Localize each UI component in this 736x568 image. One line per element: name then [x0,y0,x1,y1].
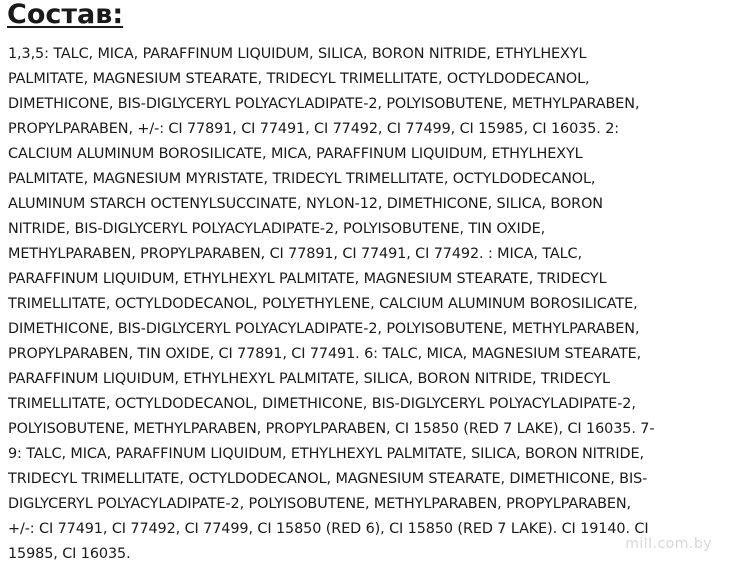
ingredients-text [8,42,732,567]
text-line-20: +/-: CI 77491, CI 77492, CI 77499, CI 15850 (RED 6), CI 15850 (RED 7 LAKE). CI 19140. CI [8,521,649,537]
text-line-19: DIGLYCERYL POLYACYLADIPATE-2, POLYISOBUTENE, METHYLPARABEN, PROPYLPARABEN, [8,496,632,512]
text-line-10: PARAFFINUM LIQUIDUM, ETHYLHEXYL PALMITATE, MAGNESIUM STEARATE, TRIDECYL [8,271,607,287]
text-line-14: PARAFFINUM LIQUIDUM, ETHYLHEXYL PALMITATE, SILICA, BORON NITRIDE, TRIDECYL [8,371,610,387]
text-line-7: ALUMINUM STARCH OCTENYLSUCCINATE, NYLON-12, DIMETHICONE, SILICA, BORON [8,196,603,212]
text-line-2: PALMITATE, MAGNESIUM STEARATE, TRIDECYL TRIMELLITATE, OCTYLDODECANOL, [8,71,590,87]
text-line-8: NITRIDE, BIS-DIGLYCERYL POLYACYLADIPATE-2, POLYISOBUTENE, TIN OXIDE, [8,221,546,237]
text-line-5: CALCIUM ALUMINUM BOROSILICATE, MICA, PARAFFINUM LIQUIDUM, ETHYLHEXYL [8,146,583,162]
text-line-16: POLYISOBUTENE, METHYLPARABEN, PROPYLPARABEN, CI 15850 (RED 7 LAKE), CI 16035. 7- [8,421,655,437]
text-line-15: TRIMELLITATE, OCTYLDODECANOL, DIMETHICONE, BIS-DIGLYCERYL POLYACYLADIPATE-2, [8,396,636,412]
page-title: Состав: [7,0,124,30]
text-line-4: PROPYLPARABEN, +/-: CI 77891, CI 77491, CI 77492, CI 77499, CI 15985, CI 16035. 2: [8,121,620,137]
watermark: mill.com.by [625,536,712,552]
text-line-21: 15985, CI 16035. [8,546,131,562]
text-line-9: METHYLPARABEN, PROPYLPARABEN, CI 77891, CI 77491, CI 77492. : MICA, TALC, [8,246,582,262]
text-line-6: PALMITATE, MAGNESIUM MYRISTATE, TRIDECYL TRIMELLITATE, OCTYLDODECANOL, [8,171,596,187]
text-line-1: 1,3,5: TALC, MICA, PARAFFINUM LIQUIDUM, SILICA, BORON NITRIDE, ETHYLHEXYL [8,46,587,62]
text-line-11: TRIMELLITATE, OCTYLDODECANOL, POLYETHYLENE, CALCIUM ALUMINUM BOROSILICATE, [8,296,638,312]
text-line-18: TRIDECYL TRIMELLITATE, OCTYLDODECANOL, MAGNESIUM STEARATE, DIMETHICONE, BIS- [8,471,648,487]
text-line-17: 9: TALC, MICA, PARAFFINUM LIQUIDUM, ETHYLHEXYL PALMITATE, SILICA, BORON NITRIDE, [8,446,644,462]
text-line-12: DIMETHICONE, BIS-DIGLYCERYL POLYACYLADIPATE-2, POLYISOBUTENE, METHYLPARABEN, [8,321,640,337]
text-line-13: PROPYLPARABEN, TIN OXIDE, CI 77891, CI 77491. 6: TALC, MICA, MAGNESIUM STEARATE, [8,346,642,362]
text-line-3: DIMETHICONE, BIS-DIGLYCERYL POLYACYLADIPATE-2, POLYISOBUTENE, METHYLPARABEN, [8,96,640,112]
